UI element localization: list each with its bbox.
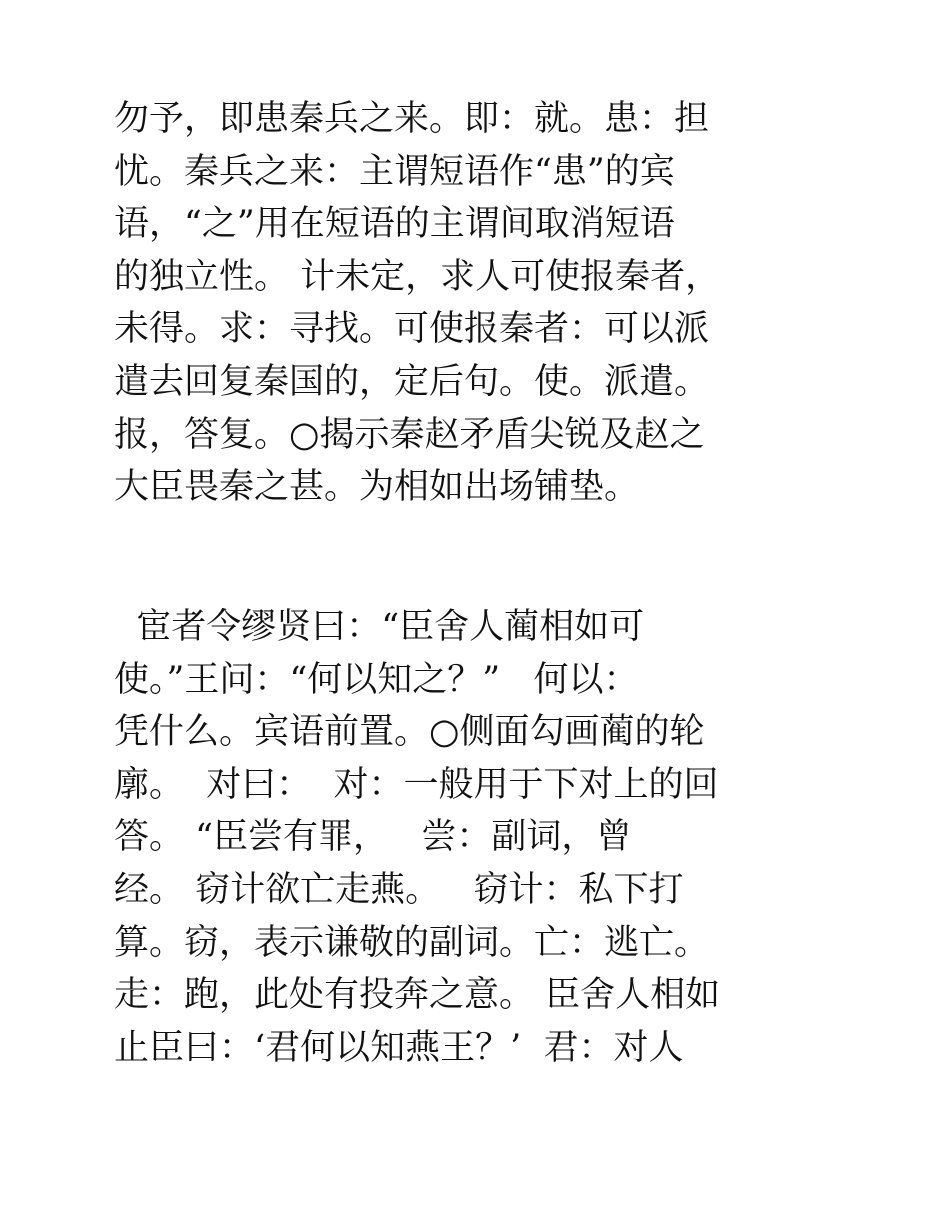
text-line: 报，答复。○揭示秦赵矛盾尖锐及赵之	[114, 414, 705, 455]
text-line: 廓。 对曰： 对：一般用于下对上的回	[114, 764, 719, 805]
text-line: 走：跑，此处有投奔之意。 臣舍人相如	[114, 975, 721, 1016]
text-line: 宦者令缪贤曰：“臣舍人蔺相如可	[114, 607, 645, 647]
text-line: 勿予，即患秦兵之来。即：就。患：担	[114, 99, 710, 139]
text-line: 止臣曰：‘君何以知燕王？’ 君：对人	[114, 1027, 684, 1068]
text-line: 忧。秦兵之来：主谓短语作“患”的宾	[114, 151, 675, 192]
paragraph-commentary-2	[114, 601, 834, 1074]
text-line: 遣去回复秦国的，定后句。使。派遣。	[114, 361, 710, 402]
text-line: 答。 “臣尝有罪， 尝：副词，曾	[114, 817, 632, 858]
paragraph-commentary-1	[114, 93, 834, 514]
text-line: 经。 窃计欲亡走燕。 窃计：私下打	[114, 869, 684, 910]
text-line: 凭什么。宾语前置。○侧面勾画蔺的轮	[114, 712, 705, 753]
text-line: 的独立性。 计未定，求人可使报秦者，	[114, 256, 721, 297]
text-line: 使。”王问：“何以知之？” 何以：	[114, 659, 639, 700]
text-line: 算。窃，表示谦敬的副词。亡：逃亡。	[114, 922, 710, 963]
text-line: 语，“之”用在短语的主谓间取消短语	[114, 204, 675, 245]
text-line: 未得。求：寻找。可使报秦者：可以派	[114, 309, 710, 350]
text-line: 大臣畏秦之甚。为相如出场铺垫。	[114, 467, 640, 508]
